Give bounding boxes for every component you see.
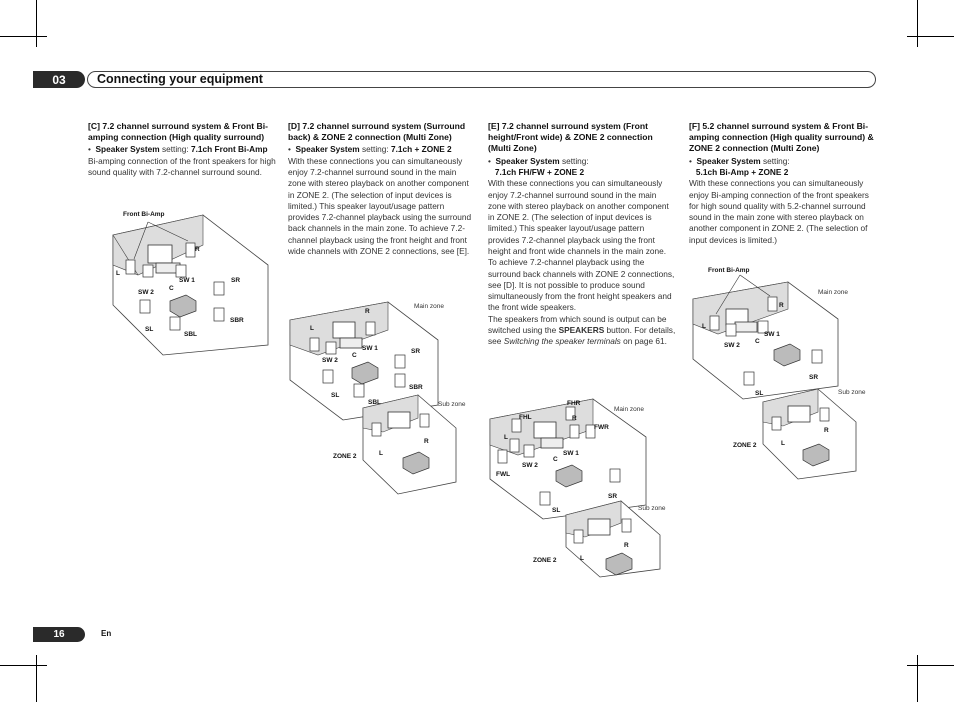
svg-text:L: L xyxy=(310,325,314,332)
speaker-icon xyxy=(710,316,719,330)
setting-line: • Speaker System setting: 7.1ch FH/FW + ZONE 2 xyxy=(488,155,589,177)
section-body: With these connections you can simultaneously enjoy Bi-amping connection of the front speakers for high sound quality with 5.2-channel surround sound in the main zone with stereo playback on another component in ZONE 2. (The selection of input devices is limited.) xyxy=(689,178,869,245)
speaker-icon xyxy=(126,260,135,274)
crop-mark xyxy=(36,655,37,702)
section-heading: [E] 7.2 channel surround system (Front height/Front wide) & ZONE 2 connection (Multi Zone) xyxy=(488,121,653,154)
receiver-icon xyxy=(340,338,362,348)
room-diagram xyxy=(108,205,273,365)
svg-text:SR: SR xyxy=(231,277,241,284)
crop-mark xyxy=(907,665,954,666)
svg-text:SBL: SBL xyxy=(368,399,381,406)
speaker-icon xyxy=(170,317,180,330)
svg-text:SR: SR xyxy=(411,348,421,355)
section-heading: [C] 7.2 channel surround system & Front Bi-amping connection (High quality surround) xyxy=(88,121,269,143)
speaker-icon xyxy=(812,350,822,363)
svg-text:ZONE 2: ZONE 2 xyxy=(733,442,757,449)
setting-line: • Speaker System setting: 5.1ch Bi-Amp + ZONE 2 xyxy=(689,155,790,177)
svg-text:SR: SR xyxy=(809,374,819,381)
section-body: Bi-amping connection of the front speakers for high sound quality with 7.2-channel surround sound. xyxy=(88,155,276,177)
svg-text:SW 2: SW 2 xyxy=(724,342,740,349)
speaker-icon xyxy=(186,243,195,257)
svg-text:L: L xyxy=(781,440,785,447)
speaker-icon xyxy=(498,450,507,463)
svg-text:C: C xyxy=(755,338,760,345)
svg-text:FHR: FHR xyxy=(567,400,581,407)
chapter-number: 03 xyxy=(33,71,85,88)
svg-text:SR: SR xyxy=(608,493,618,500)
svg-text:Main zone: Main zone xyxy=(818,289,848,296)
svg-text:Sub zone: Sub zone xyxy=(838,389,866,396)
svg-text:SBL: SBL xyxy=(184,331,197,338)
speaker-icon xyxy=(214,282,224,295)
room-diagram xyxy=(488,397,678,577)
svg-text:SW 1: SW 1 xyxy=(362,345,378,352)
section-body: With these connections you can simultaneously enjoy 7.2-channel surround sound in the main zone with stereo playback on another component in ZONE 2. (The selection of input devices is limited.) This speaker layout/usage pattern provides 7.2-channel playback using the surround back channels in the main zone. To achieve 7.2-channel playback using the front height and front wide channels with ZONE 2 connections, see [E]. xyxy=(288,155,472,257)
speaker-icon xyxy=(744,372,754,385)
svg-text:SW 1: SW 1 xyxy=(764,331,780,338)
svg-text:L: L xyxy=(702,323,706,330)
tv-icon xyxy=(333,322,355,338)
svg-text:R: R xyxy=(365,308,370,315)
svg-text:C: C xyxy=(553,456,558,463)
svg-text:L: L xyxy=(379,450,383,457)
svg-text:ZONE 2: ZONE 2 xyxy=(533,557,557,564)
speaker-icon xyxy=(622,519,631,532)
setting-line: • Speaker System setting: 7.1ch + ZONE 2 xyxy=(288,144,452,155)
tv-icon xyxy=(534,422,556,438)
svg-text:Main zone: Main zone xyxy=(414,303,444,310)
crop-mark xyxy=(907,36,954,37)
diagram-f xyxy=(688,264,868,484)
speaker-icon xyxy=(323,370,333,383)
svg-text:SW 2: SW 2 xyxy=(522,462,538,469)
tv-icon xyxy=(788,406,810,422)
section-d xyxy=(288,121,476,257)
section-f xyxy=(689,121,877,246)
speaker-icon xyxy=(214,308,224,321)
section-heading: [D] 7.2 channel surround system (Surround back) & ZONE 2 connection (Multi Zone) xyxy=(288,121,466,143)
crop-mark xyxy=(917,655,918,702)
svg-text:FHL: FHL xyxy=(519,414,532,421)
svg-text:R: R xyxy=(424,438,429,445)
svg-text:Sub zone: Sub zone xyxy=(438,401,466,408)
crop-mark xyxy=(917,0,918,47)
speaker-icon xyxy=(574,530,583,543)
room-diagram xyxy=(688,264,868,479)
svg-text:R: R xyxy=(195,246,200,253)
speaker-icon xyxy=(510,439,519,452)
speaker-icon xyxy=(395,374,405,387)
svg-text:L: L xyxy=(116,270,120,277)
speaker-icon xyxy=(354,384,364,397)
receiver-icon xyxy=(735,322,757,332)
language-label: En xyxy=(101,629,112,638)
svg-text:SL: SL xyxy=(145,326,154,333)
speaker-icon xyxy=(140,300,150,313)
subwoofer-icon xyxy=(524,445,534,457)
section-body-2: The speakers from which sound is output can be switched using the SPEAKERS button. For details, see Switching the speaker terminals on page 61. xyxy=(488,313,676,347)
svg-text:L: L xyxy=(580,555,584,562)
svg-text:R: R xyxy=(824,427,829,434)
svg-text:SBR: SBR xyxy=(230,317,244,324)
section-c xyxy=(88,121,276,178)
subwoofer-icon xyxy=(143,265,153,277)
section-body: With these connections you can simultaneously enjoy 7.2-channel surround sound in the main zone with stereo playback on another component in ZONE 2. (The selection of input devices is limited.) This speaker layout/usage pattern provides 7.2-channel playback using the front height and front wide channels in the main zone. To achieve 7.2-channel playback using the surround back channels with ZONE 2 connections, see [D]. It is not possible to produce sound simultaneously from the front height speakers and the front wide speakers. xyxy=(488,178,675,313)
svg-text:SBR: SBR xyxy=(409,384,423,391)
speaker-icon xyxy=(772,417,781,430)
crop-mark xyxy=(0,36,47,37)
page-title: Connecting your equipment xyxy=(97,72,263,86)
crop-mark xyxy=(0,665,47,666)
speaker-icon xyxy=(420,414,429,427)
page-number: 16 xyxy=(33,627,85,642)
svg-text:Front Bi-Amp: Front Bi-Amp xyxy=(123,211,165,218)
section-e xyxy=(488,121,676,348)
svg-text:R: R xyxy=(779,302,784,309)
speaker-icon xyxy=(768,297,777,311)
subwoofer-icon xyxy=(726,324,736,336)
svg-text:R: R xyxy=(572,415,577,422)
tv-icon xyxy=(388,412,410,428)
tv-icon xyxy=(588,519,610,535)
svg-text:SL: SL xyxy=(331,392,340,399)
svg-text:L: L xyxy=(504,434,508,441)
svg-text:FWR: FWR xyxy=(594,424,609,431)
speaker-icon xyxy=(610,469,620,482)
speaker-icon xyxy=(395,355,405,368)
speaker-icon xyxy=(310,338,319,351)
speaker-icon xyxy=(570,425,579,438)
svg-text:FWL: FWL xyxy=(496,471,511,478)
svg-text:SW 2: SW 2 xyxy=(138,289,154,296)
room-diagram xyxy=(288,300,468,500)
subwoofer-icon xyxy=(326,342,336,354)
svg-text:C: C xyxy=(169,285,174,292)
subwoofer-icon xyxy=(176,265,186,277)
svg-text:Main zone: Main zone xyxy=(614,406,644,413)
svg-text:SW 1: SW 1 xyxy=(179,277,195,284)
speaker-icon xyxy=(372,423,381,436)
svg-text:Sub zone: Sub zone xyxy=(638,505,666,512)
diagram-e xyxy=(488,397,678,582)
svg-text:ZONE 2: ZONE 2 xyxy=(333,453,357,460)
setting-line: • Speaker System setting: 7.1ch Front Bi-Amp xyxy=(88,144,268,155)
svg-text:SL: SL xyxy=(755,390,764,397)
diagram-c xyxy=(108,205,273,370)
svg-text:C: C xyxy=(352,352,357,359)
svg-text:SW 2: SW 2 xyxy=(322,357,338,364)
speaker-icon xyxy=(540,492,550,505)
speaker-icon xyxy=(366,322,375,335)
svg-text:SW 1: SW 1 xyxy=(563,450,579,457)
svg-text:SL: SL xyxy=(552,507,561,514)
section-heading: [F] 5.2 channel surround system & Front Bi-amping connection (High quality surround) & ZONE 2 connection (Multi Zone) xyxy=(689,121,874,154)
crop-mark xyxy=(36,0,37,47)
svg-text:Front Bi-Amp: Front Bi-Amp xyxy=(708,267,750,274)
speaker-icon xyxy=(820,408,829,421)
receiver-icon xyxy=(541,438,563,448)
diagram-d xyxy=(288,300,468,505)
svg-text:R: R xyxy=(624,542,629,549)
tv-icon xyxy=(148,245,172,263)
